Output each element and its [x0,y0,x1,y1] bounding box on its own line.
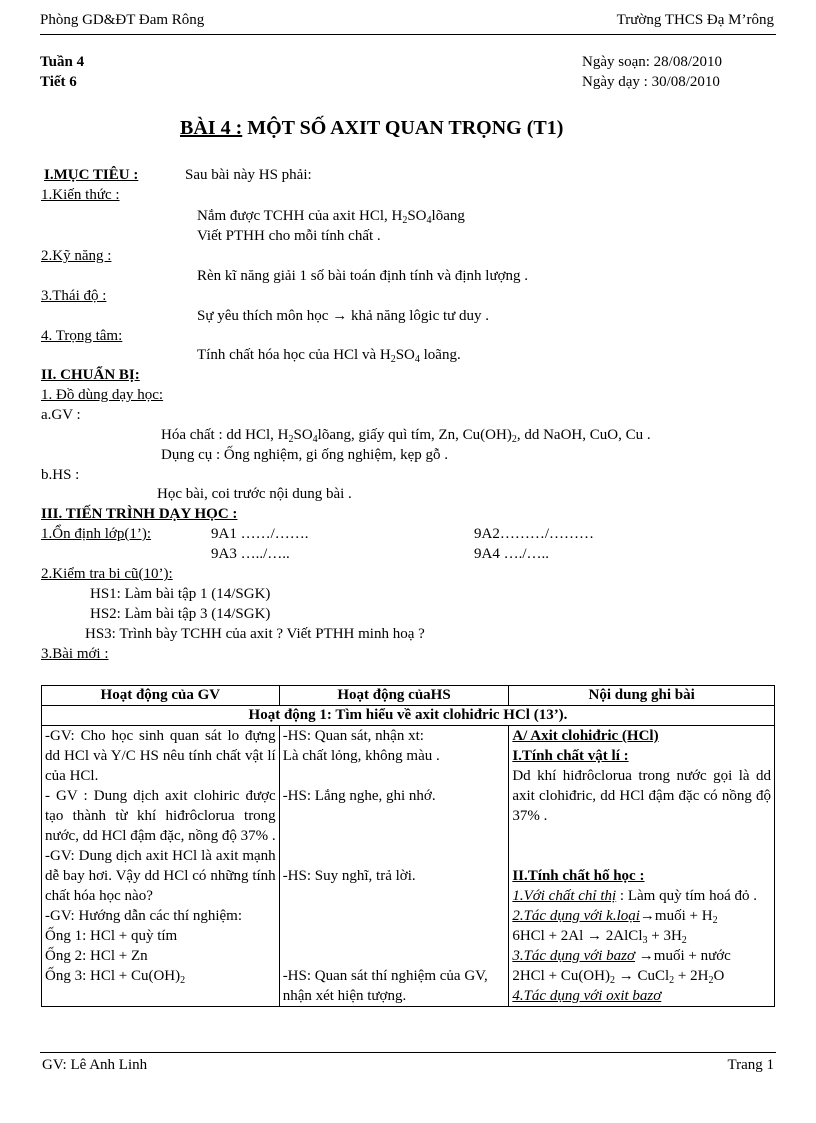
header-right: Trường THCS Đạ M’rông [616,12,774,28]
chemicals-line: Hóa chất : dd HCl, $H_2SO_4lõang$, giấy quì tím, Zn, $Cu(OH)_2$, dd NaOH, CuO, Cu . [161,427,651,445]
objectives-intro: Sau bài này HS phải: [185,167,312,183]
test-tube-3: Ống 3: HCl + $Cu(OH)_2$ [45,968,186,986]
student-step-1: -HS: Quan sát, nhận xt: [282,728,424,744]
student-step-3: -HS: Suy nghĩ, trả lời. [282,868,416,884]
skills-line: Rèn kĩ năng giải 1 số bài toán định tính và định lượng . [197,268,529,284]
prep-date: Ngày soạn: 28/08/2010 [582,54,722,70]
attitude-heading: 3.Thái độ : [41,288,107,304]
property-metal: 2.Tác dụng với k.loại→muối + $H_2$ [512,908,718,926]
focus-heading: 4. Trọng tâm: [41,328,123,344]
teacher-cell [42,726,280,1007]
teacher-step-3: -GV: Dung dịch axit HCl là axit mạnh dễ bay hơi. Vậy dd HCl có những tính chất hóa học nào? [45,848,276,904]
check-hs2: HS2: Làm bài tập 3 (14/SGK) [90,606,271,622]
period: Tiết 6 [40,74,77,90]
check-hs3: HS3: Trình bày TCHH của axit ? Viết PTHH minh hoạ ? [85,626,425,642]
class-9a3: 9A3 …../….. [211,546,290,562]
header-left: Phòng GD&ĐT Đam Rông [40,12,205,28]
teacher-step-4: -GV: Hướng dẫn các thí nghiệm: [45,908,242,924]
property-base: 3.Tác dụng với bazơ →muối + nước [512,948,731,964]
activity-title: Hoạt động 1: Tìm hiểu về axit clohiđric HCl (13’). [42,706,775,726]
teach-date: Ngày dạy : 30/08/2010 [582,74,720,90]
physical-heading: I.Tính chất vật lí : [512,748,629,764]
footer-teacher: GV: Lê Anh Linh [42,1057,148,1073]
class-9a2: 9A2………/……… [474,526,594,542]
footer-divider [40,1052,776,1053]
class-9a1: 9A1 ……/……. [211,526,309,542]
activity-row [42,706,775,726]
col-teacher-activity: Hoạt động của GV [42,686,280,706]
knowledge-line-2: Viết PTHH cho mỗi tính chất . [197,228,381,244]
student-line: Học bài, coi trước nội dung bài . [157,486,352,502]
table-row [42,726,775,1007]
lesson-table [41,685,775,1007]
check-heading: 2.Kiểm tra bi cũ(10’): [41,566,173,582]
student-cell [279,726,509,1007]
property-oxide: 4.Tác dụng với oxit bazơ [512,988,662,1004]
equation-2: $2HCl + Cu(OH)_2$ → CuCl$_2$ + $2H_2O$ [512,968,725,986]
header-divider [40,34,776,35]
student-label: b.HS : [41,467,80,483]
tools-heading: 1. Đồ dùng dạy học: [41,387,164,403]
equation-1: 6HCl + 2Al → 2AlCl$_3$ + $3H_2$ [512,928,687,946]
week: Tuần 4 [40,54,85,70]
teacher-step-2: - GV : Dung dịch axit clohiric được tạo thành từ khí hiđrôclorua trong nước, dd HCl đậm đặc, nồng độ 37% . [45,788,276,844]
procedure-heading: III. TIẾN TRÌNH DẠY HỌC : [41,506,238,522]
page-number: Trang 1 [727,1057,774,1073]
axit-heading: A/ Axit clohiđric (HCl) [512,728,659,744]
property-indicator: 1.Với chất chỉ thị : Làm quỳ tím hoá đỏ . [512,888,757,904]
teacher-step-1: -GV: Cho học sinh quan sát lo đựng dd HCl và Y/C HS nêu tính chất vật lí của HCl. [45,728,276,784]
check-hs1: HS1: Làm bài tập 1 (14/SGK) [90,586,271,602]
equipment-line: Dụng cụ : Ống nghiệm, gi ống nghiệm, kẹp gỗ . [161,447,449,463]
lesson-name: MỘT SỐ AXIT QUAN TRỌNG (T1) [242,117,564,139]
knowledge-line-1: Nắm được TCHH của axit HCl, $H_2SO_4lõang$ [197,208,465,226]
test-tube-1: Ống 1: HCl + quỳ tím [45,928,178,944]
skills-heading: 2.Kỹ năng : [41,248,112,264]
lesson-title [180,117,563,140]
test-tube-2: Ống 2: HCl + Zn [45,948,148,964]
new-lesson-heading: 3.Bài mới : [41,646,109,662]
objectives-heading: I.MỤC TIÊU : [44,167,139,183]
col-student-activity: Hoạt động củaHS [279,686,509,706]
col-content: Nội dung ghi bài [509,686,775,706]
content-cell [509,726,775,1007]
attitude-line: Sự yêu thích môn học → khả năng lôgic tư duy . [197,308,490,324]
stabilize-heading: 1.Ổn định lớp(1’): [41,526,152,542]
student-step-4: -HS: Quan sát thí nghiệm của GV, nhận xét hiện tượng. [282,968,488,1004]
chemical-heading: II.Tính chất hố học : [512,868,645,884]
preparation-heading: II. CHUẨN BỊ: [41,367,140,383]
student-step-2: -HS: Lắng nghe, ghi nhớ. [282,788,436,804]
student-step-1b: Là chất lỏng, không màu . [282,748,440,764]
class-9a4: 9A4 …./….. [474,546,549,562]
teacher-label: a.GV : [41,407,81,423]
table-header-row [42,686,775,706]
lesson-label: BÀI 4 : [180,117,243,139]
physical-text: Dd khí hiđrôclorua trong nước gọi là dd axit clohiđric, dd HCl đậm đặc có nồng độ 37% . [512,768,771,824]
focus-line: Tính chất hóa học của HCl và $H_2SO_4$ loãng. [197,347,461,365]
knowledge-heading: 1.Kiến thức : [41,187,120,203]
